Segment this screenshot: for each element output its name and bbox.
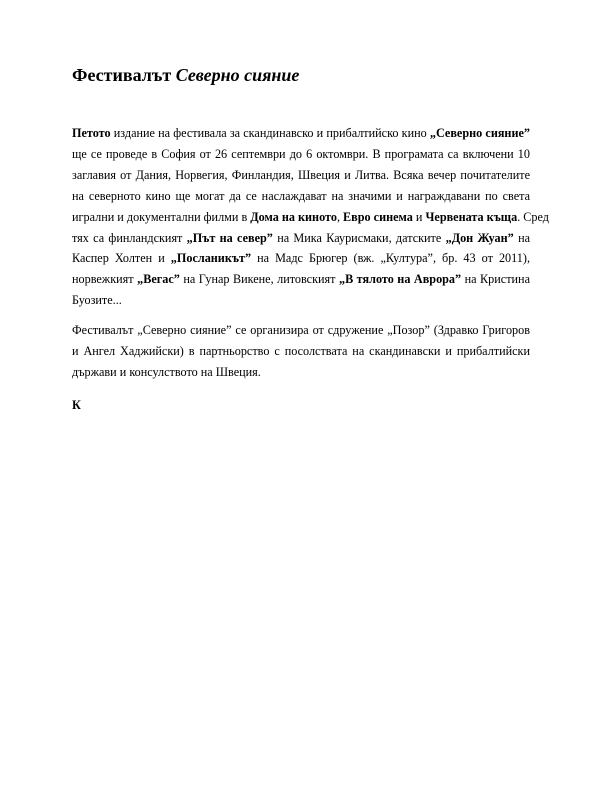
bold-text: Червената къща: [425, 209, 518, 224]
bold-text: „В тялото на Аврора”: [338, 272, 462, 287]
text-run: на Гунар Викене, литовският: [179, 272, 339, 287]
title-prefix: Фестивалът: [72, 65, 176, 85]
text-line: [72, 123, 530, 144]
text-line: заглавия от Дания, Норвегия, Финландия, Швеция и Литва. Всяка вечер почитателите: [72, 167, 530, 182]
text-run: игрални и документални филми в: [72, 209, 251, 224]
text-run: тях са финландският: [72, 230, 187, 245]
bold-text: Дома на киното: [250, 209, 337, 224]
text-run: на Мика Каурисмаки, датските: [272, 230, 446, 245]
text-line: [72, 248, 530, 269]
text-run: норвежкият: [72, 272, 138, 287]
text-run: на Мадс Брюгер (вж. „Култура”, бр. 43 от 2011),: [251, 251, 530, 266]
text-run: издание на фестивала за скандинавско и прибалтийско кино: [110, 126, 430, 140]
text-line: Фестивалът „Северно сияние” се организира от сдружение „Позор” (Здравко Григоров: [72, 323, 530, 338]
paragraph-organizers: [72, 320, 530, 383]
paragraph-festival-program: [72, 123, 549, 311]
bold-text: Евро синема: [343, 209, 413, 224]
text-line: Буозите...: [72, 293, 122, 308]
text-line: ще се проведе в София от 26 септември до 6 октомври. В програмата са включени 10: [72, 146, 530, 161]
text-run: ,: [336, 209, 344, 224]
bold-text: „Посланикът”: [170, 251, 252, 266]
bold-text: „Северно сияние”: [429, 126, 530, 140]
text-line: на северното кино ще могат да се наслаждават на значими и награждавани по света: [72, 188, 530, 203]
text-line: [72, 207, 549, 228]
text-line: държави и консулството на Швеция.: [72, 365, 261, 380]
bold-text: „Дон Жуан”: [445, 230, 514, 245]
text-line: и Ангел Хаджийски) в партньорство с посолствата на скандинавски и прибалтийски: [72, 344, 530, 359]
text-run: Каспер Холтен и: [72, 251, 171, 266]
text-line: [72, 269, 530, 290]
bold-text: „Път на север”: [186, 230, 273, 245]
text-line: [72, 228, 530, 249]
bold-text: „Вегас”: [137, 272, 180, 287]
text-run: на: [513, 230, 530, 245]
author-initial: К: [72, 398, 81, 413]
page-title: [72, 60, 530, 90]
bold-text: Петото: [72, 126, 111, 140]
document-page: [72, 60, 549, 415]
text-run: и: [412, 209, 426, 224]
text-run: . Сред: [517, 209, 549, 224]
text-run: на Кристина: [461, 272, 530, 287]
title-festival-name: Северно сияние: [175, 65, 300, 85]
